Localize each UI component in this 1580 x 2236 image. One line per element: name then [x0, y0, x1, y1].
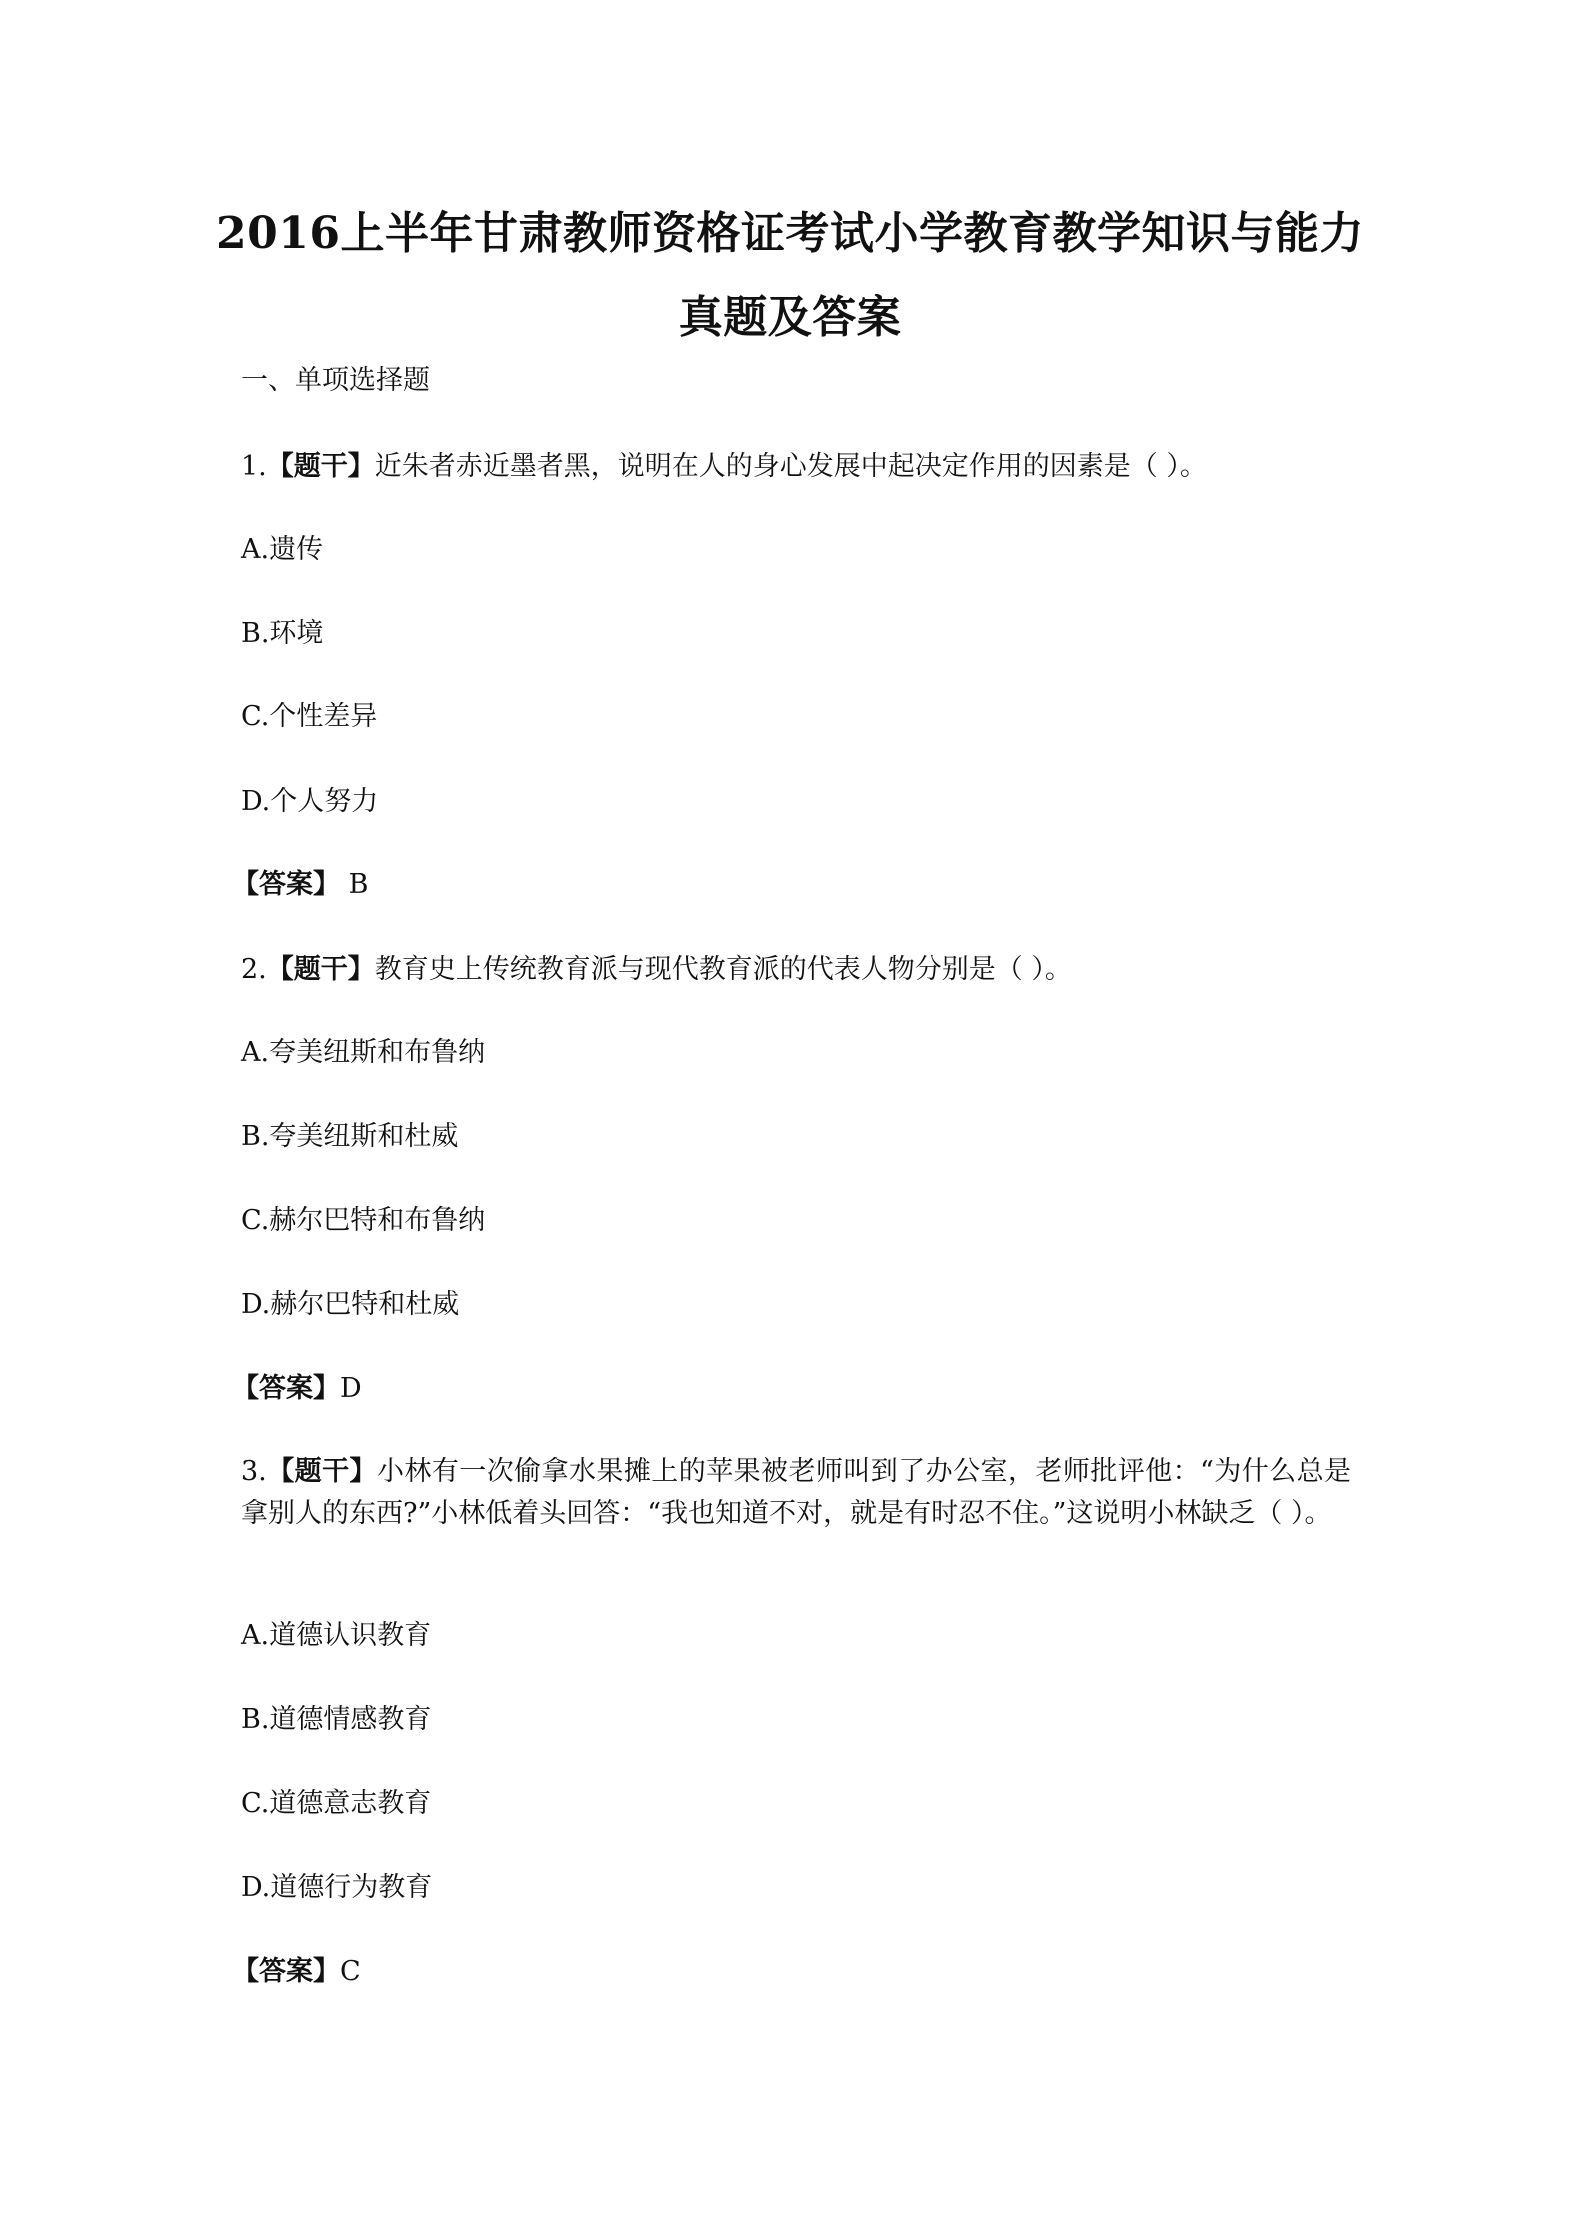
- stem-text: 教育史上传统教育派与现代教育派的代表人物分别是（ ）。: [374, 954, 1072, 985]
- question-3-option-d: D.道德行为教育: [241, 1872, 433, 1903]
- document-title-line-1: 2016上半年甘肃教师资格证考试小学教育教学知识与能力: [216, 208, 1364, 259]
- stem-text: 小林有一次偷拿水果摊上的苹果被老师叫到了办公室，老师批评他：“为什么总是拿别人的东西?”小林低着头回答：“我也知道不对，就是有时忍不住。”这说明小林缺乏（ ）。: [241, 1456, 1351, 1529]
- answer-tag: 【答案】: [232, 1956, 340, 1987]
- stem-tag: 【题干】: [266, 1456, 377, 1487]
- question-number: 3.: [241, 1456, 267, 1487]
- question-3-stem: [241, 1451, 1351, 1535]
- question-1-answer: [232, 868, 368, 902]
- question-2-answer: [232, 1372, 362, 1406]
- answer-tag: 【答案】: [232, 1373, 340, 1404]
- question-number: 1.: [241, 451, 267, 482]
- document-title-line-2: 真题及答案: [678, 292, 902, 343]
- question-1-option-d: D.个人努力: [241, 786, 379, 817]
- question-1-stem: [241, 450, 1207, 484]
- answer-value: C: [340, 1956, 361, 1987]
- question-2-stem: [241, 953, 1072, 987]
- answer-value: B: [340, 869, 369, 900]
- question-2-option-c: C.赫尔巴特和布鲁纳: [241, 1205, 486, 1236]
- answer-value: D: [340, 1373, 362, 1404]
- question-3-option-c: C.道德意志教育: [241, 1788, 432, 1819]
- section-heading: 一、单项选择题: [241, 365, 430, 396]
- question-number: 2.: [241, 954, 267, 985]
- stem-tag: 【题干】: [266, 954, 375, 985]
- answer-tag: 【答案】: [232, 869, 340, 900]
- question-1-option-c: C.个性差异: [241, 701, 378, 732]
- stem-text: 近朱者赤近墨者黑，说明在人的身心发展中起决定作用的因素是（ ）。: [374, 451, 1207, 482]
- question-2-option-b: B.夸美纽斯和杜威: [241, 1121, 459, 1152]
- question-3-option-a: A.道德认识教育: [241, 1620, 432, 1651]
- question-1-option-b: B.环境: [241, 618, 324, 649]
- question-1-option-a: A.遗传: [241, 534, 324, 565]
- stem-tag: 【题干】: [266, 451, 375, 482]
- question-2-option-a: A.夸美纽斯和布鲁纳: [241, 1037, 486, 1068]
- question-2-option-d: D.赫尔巴特和杜威: [241, 1289, 460, 1320]
- question-3-option-b: B.道德情感教育: [241, 1704, 432, 1735]
- question-3-answer: [232, 1955, 361, 1989]
